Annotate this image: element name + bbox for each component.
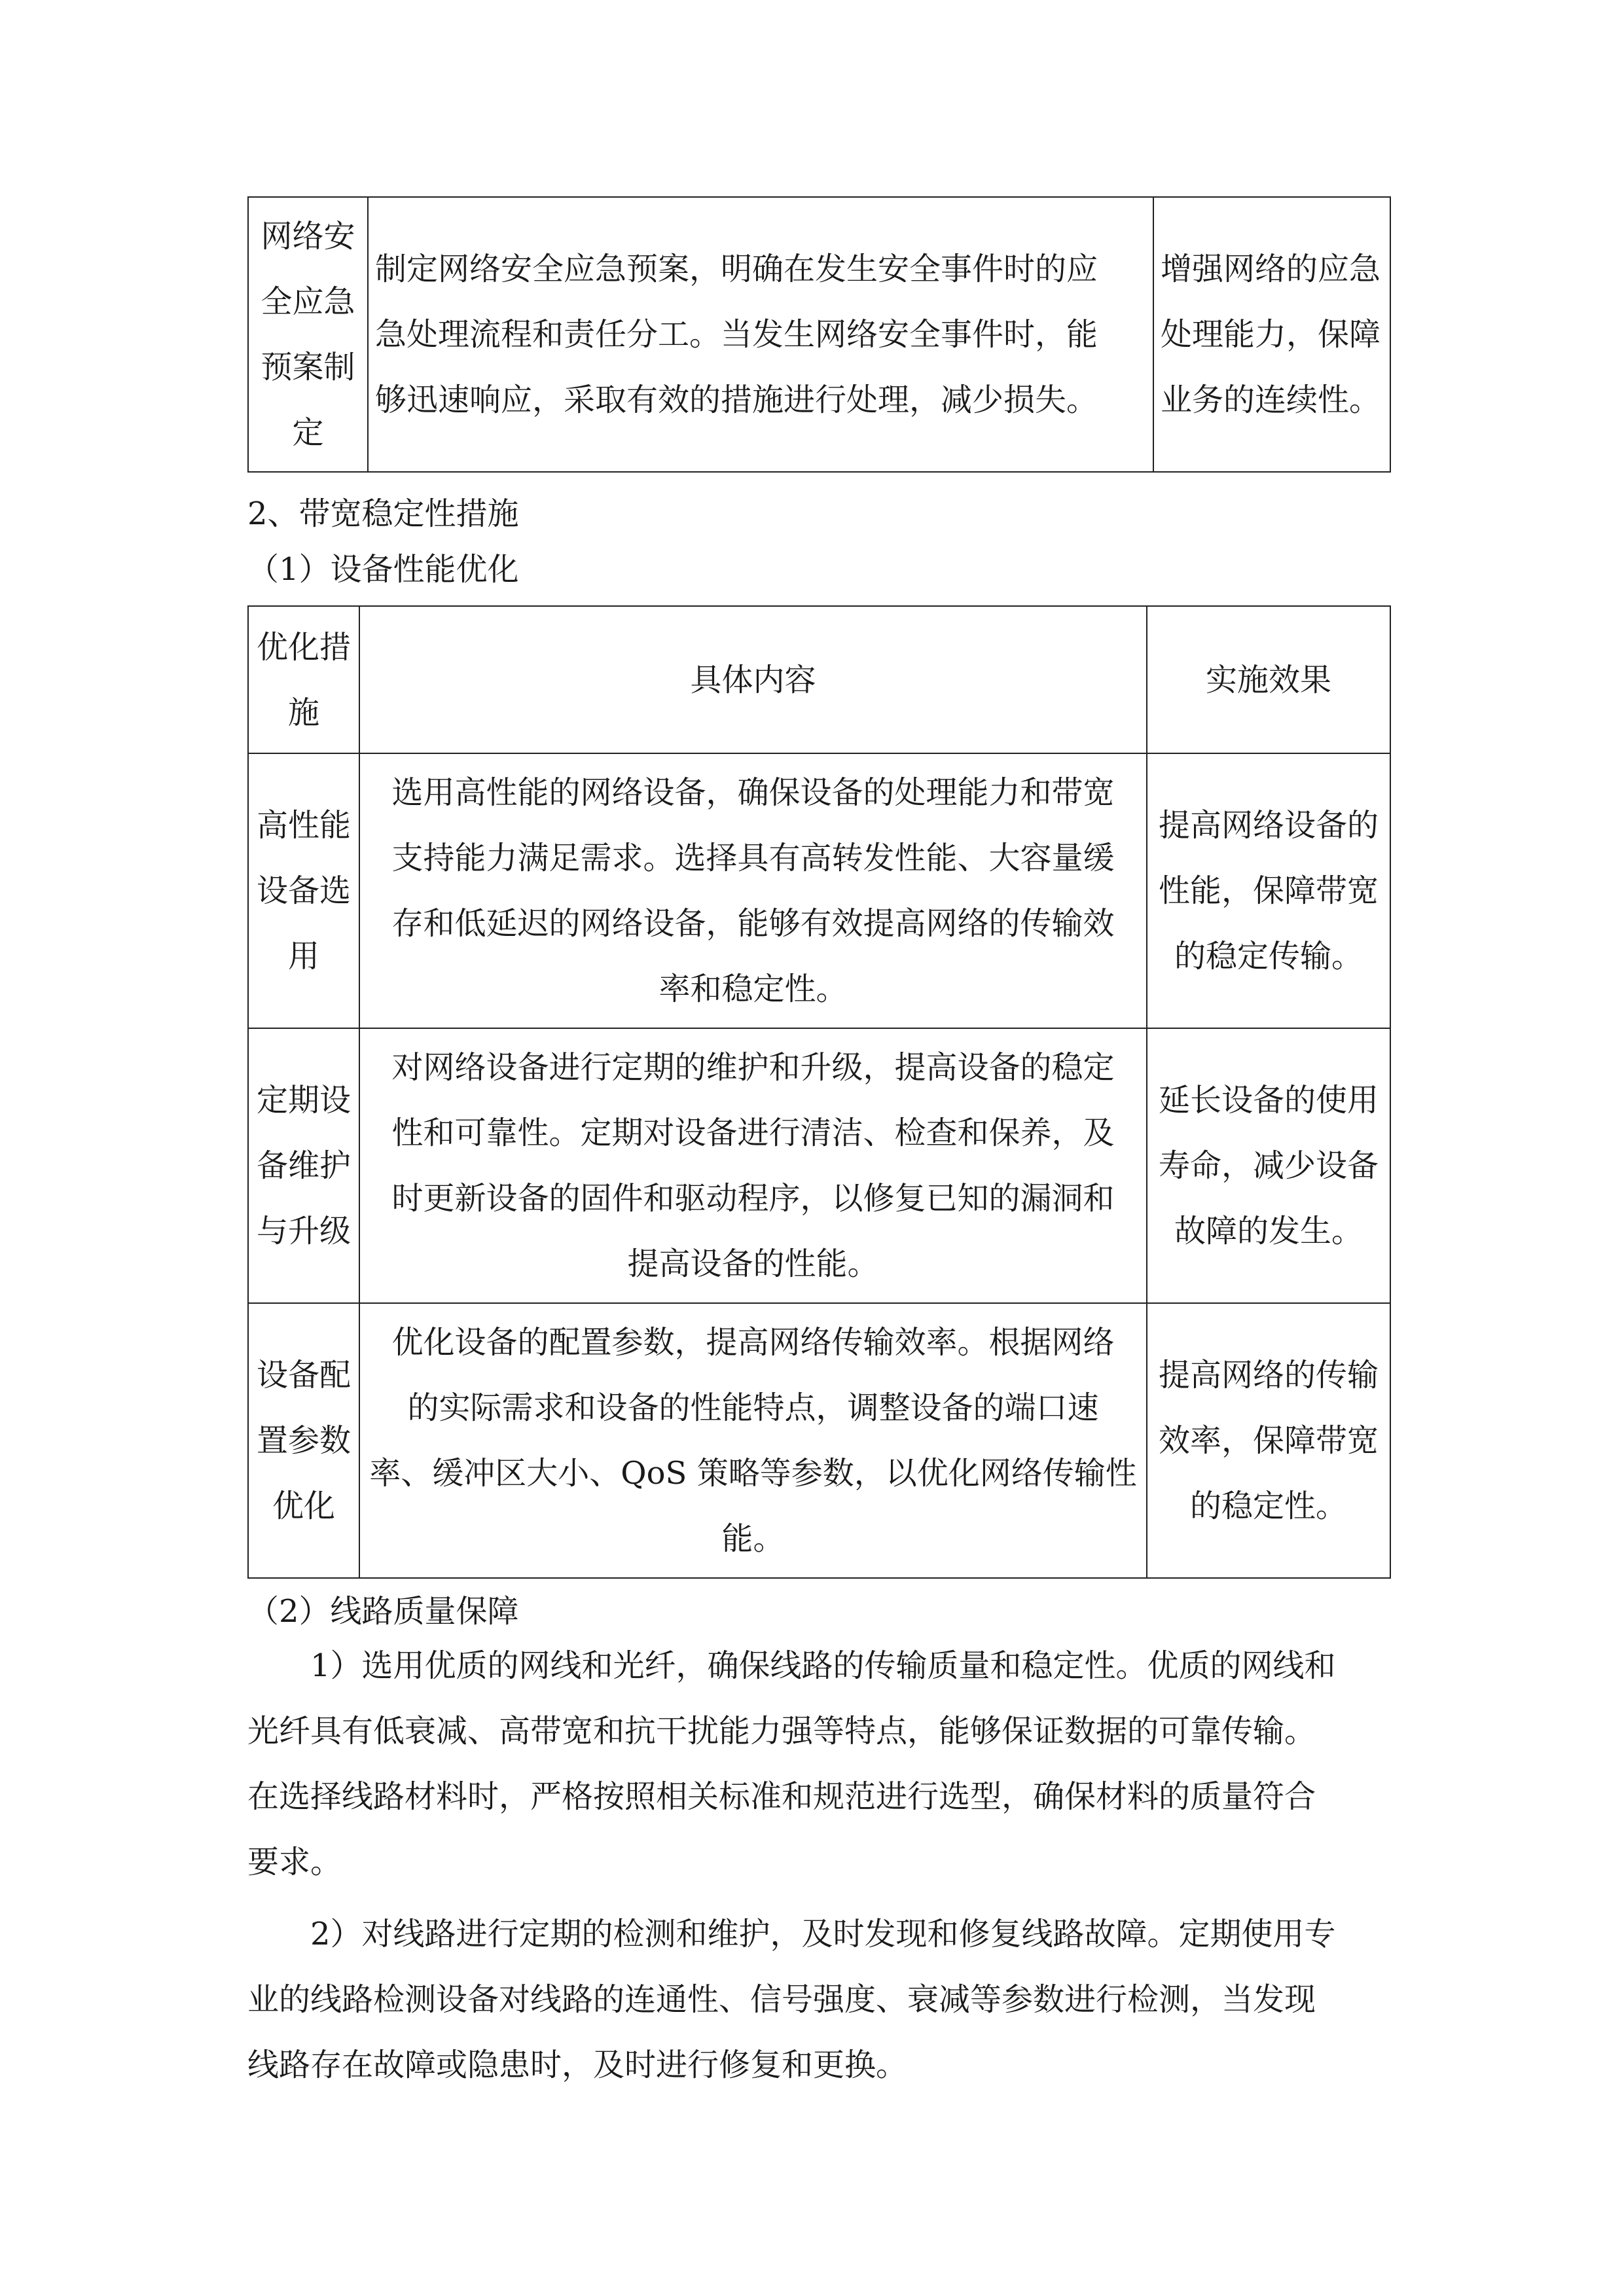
table-row <box>248 1303 1390 1578</box>
effect-cell: 提高网络的传输 效率，保障带宽 的稳定性。 <box>1147 1303 1390 1578</box>
table-header-row <box>248 606 1390 753</box>
content-cell: 优化设备的配置参数，提高网络传输效率。根据网络 的实际需求和设备的性能特点，调整设备的端口速 率、缓冲区大小、QoS 策略等参数，以优化网络传输性 能。 <box>359 1303 1147 1578</box>
table-row <box>248 197 1390 472</box>
device-optimization-table <box>247 605 1391 1579</box>
subsection-heading-line: （2）线路质量保障 <box>247 1593 519 1630</box>
paragraph: 1）选用优质的网线和光纤，确保线路的传输质量和稳定性。优质的网线和 光纤具有低衰减、高带宽和抗干扰能力强等特点，能够保证数据的可靠传输。 在选择线路材料时，严格按照相关标准和规范进行选型，确保材料的质量符合 要求。 <box>247 1647 1336 1880</box>
measure-cell: 网络安 全应急 预案制 定 <box>248 197 368 472</box>
content-cell: 选用高性能的网络设备，确保设备的处理能力和带宽 支持能力满足需求。选择具有高转发性能、大容量缓 存和低延迟的网络设备，能够有效提高网络的传输效 率和稳定性。 <box>359 753 1147 1028</box>
section-heading: 2、带宽稳定性措施 <box>247 495 519 532</box>
header-effect: 实施效果 <box>1147 606 1390 753</box>
measure-cell: 高性能 设备选 用 <box>248 753 359 1028</box>
header-content: 具体内容 <box>359 606 1147 753</box>
content-cell: 制定网络安全应急预案，明确在发生安全事件时的应 急处理流程和责任分工。当发生网络安全事件时，能 够迅速响应，采取有效的措施进行处理，减少损失。 <box>368 197 1153 472</box>
subsection-heading-device: （1）设备性能优化 <box>247 551 519 588</box>
emergency-plan-table <box>247 196 1391 473</box>
measure-cell: 定期设 备维护 与升级 <box>248 1028 359 1303</box>
header-measure: 优化措 施 <box>248 606 359 753</box>
table-row <box>248 1028 1390 1303</box>
effect-cell: 延长设备的使用 寿命，减少设备 故障的发生。 <box>1147 1028 1390 1303</box>
paragraph: 2）对线路进行定期的检测和维护，及时发现和修复线路故障。定期使用专 业的线路检测设备对线路的连通性、信号强度、衰减等参数进行检测，当发现 线路存在故障或隐患时，及时进行修复和更换。 <box>247 1916 1336 2083</box>
effect-cell: 提高网络设备的 性能，保障带宽 的稳定传输。 <box>1147 753 1390 1028</box>
effect-cell: 增强网络的应急 处理能力，保障 业务的连续性。 <box>1153 197 1390 472</box>
content-cell: 对网络设备进行定期的维护和升级，提高设备的稳定 性和可靠性。定期对设备进行清洁、检查和保养，及 时更新设备的固件和驱动程序，以修复已知的漏洞和 提高设备的性能。 <box>359 1028 1147 1303</box>
table-row <box>248 753 1390 1028</box>
measure-cell: 设备配 置参数 优化 <box>248 1303 359 1578</box>
